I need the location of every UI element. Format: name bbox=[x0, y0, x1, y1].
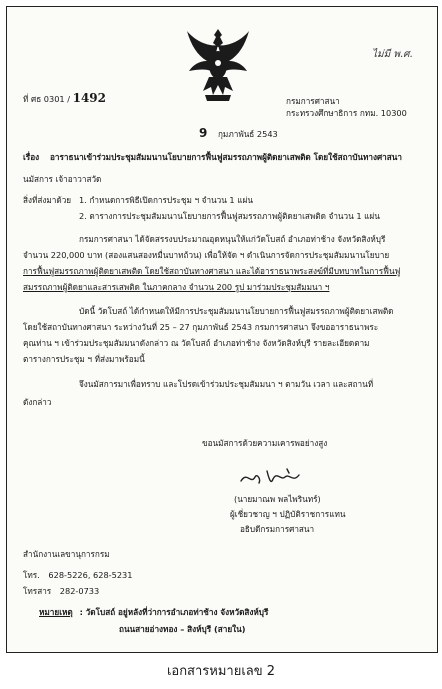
doc-prefix: ที่ ศธ 0301 / bbox=[23, 94, 70, 104]
doc-reference bbox=[23, 93, 106, 104]
letter-date bbox=[199, 128, 278, 139]
fax bbox=[23, 586, 99, 596]
remark-text-1: : วัดโบสถ์ อยู่หลังที่ว่าการอำเภอท่าช้าง จังหวัดสิงห์บุรี bbox=[79, 607, 269, 617]
enclosure-label: สิ่งที่ส่งมาด้วย bbox=[23, 195, 72, 205]
closing: ขอนมัสการด้วยความเคารพอย่างสูง bbox=[202, 438, 328, 448]
remark-text-2: ถนนสายอ่างทอง – สิงห์บุรี (สายใน) bbox=[119, 624, 246, 634]
letter-document bbox=[6, 6, 438, 653]
handwritten-note: ไม่มี พ.ศ. bbox=[372, 49, 413, 60]
caption: เอกสารหมายเลข 2 bbox=[166, 664, 276, 679]
signer-title-1: ผู้เชี่ยวชาญ ฯ ปฏิบัติราชการแทน bbox=[230, 509, 346, 519]
telephone bbox=[23, 570, 132, 580]
para2-line1: บัดนี้ วัดโบสถ์ ได้กำหนดให้มีการประชุมสัมมนานโยบายการฟื้นฟูสมรรถภาพผู้ติดยาเสพติด bbox=[79, 306, 394, 316]
remark-label: หมายเหตุ bbox=[39, 607, 73, 617]
para3-line2: ดังกล่าว bbox=[23, 397, 52, 407]
sender-line1: กรมการศาสนา bbox=[286, 96, 340, 106]
signer-title-2: อธิบดีกรมการศาสนา bbox=[240, 524, 315, 534]
office-name: สำนักงานเลขานุการกรม bbox=[23, 549, 110, 559]
signer-name: (นายมาณพ พลไพรินทร์) bbox=[234, 494, 321, 504]
enclosure-item-1: 1. กำหนดการพิธีเปิดการประชุม ฯ จำนวน 1 แผ่น bbox=[79, 195, 253, 205]
fax-number: 282-0733 bbox=[59, 586, 100, 596]
para1-line2: จำนวน 220,000 บาท (สองแสนสองหมื่นบาทถ้วน) เพื่อให้จัด ฯ ดำเนินการจัดการประชุมสัมมนานโยบาย bbox=[23, 250, 390, 260]
subject-line bbox=[23, 152, 402, 162]
date-day: 9 bbox=[199, 126, 208, 140]
enclosure-item-2: 2. ตารางการประชุมสัมมนานโยบายการฟื้นฟูสมรรถภาพผู้ติดยาเสพติด จำนวน 1 แผ่น bbox=[79, 211, 380, 221]
para1-line4: สมรรถภาพผู้ติดยาและสารเสพติด ในภาคกลาง จำนวน 200 รูป มาร่วมประชุมสัมมนา ฯ bbox=[23, 282, 330, 292]
tel-number: 628-5226, 628-5231 bbox=[48, 570, 133, 580]
salutation: นมัสการ เจ้าอาวาสวัด bbox=[23, 174, 102, 184]
para3-line1: จึงนมัสการมาเพื่อทราบ และโปรดเข้าร่วมประชุมสัมมนา ฯ ตามวัน เวลา และสถานที่ bbox=[79, 379, 374, 389]
subject-label: เรื่อง bbox=[23, 152, 40, 162]
para2-line4: ตารางการประชุม ฯ ที่ส่งมาพร้อมนี้ bbox=[23, 354, 145, 364]
tel-label: โทร. bbox=[23, 570, 40, 580]
garuda-emblem bbox=[183, 25, 253, 105]
para1-line3: การฟื้นฟูสมรรถภาพผู้ติดยาเสพติด โดยใช้สถาบันทางศาสนา และได้อาราธนาพระสงฆ์ที่มีบทบาทในการฟื้นฟู bbox=[23, 266, 401, 276]
para1-line1: กรมการศาสนา ได้จัดสรรงบประมาณอุดหนุนให้แก่วัดโบสถ์ อำเภอท่าช้าง จังหวัดสิงห์บุรี bbox=[79, 234, 386, 244]
date-rest: กุมภาพันธ์ 2543 bbox=[217, 129, 278, 139]
para2-line3: คุณท่าน ฯ เข้าร่วมประชุมสัมมนาดังกล่าว ณ วัดโบสถ์ อำเภอท่าช้าง จังหวัดสิงห์บุรี รายละเอียดตาม bbox=[23, 338, 370, 348]
sender-line2: กระทรวงศึกษาธิการ กทม. 10300 bbox=[286, 108, 407, 118]
subject-text: อาราธนาเข้าร่วมประชุมสัมมนานโยบายการฟื้นฟูสมรรถภาพผู้ติดยาเสพติด โดยใช้สถาบันทางศาสนา bbox=[49, 152, 402, 162]
signature bbox=[237, 465, 312, 489]
fax-label: โทรสาร bbox=[23, 586, 52, 596]
doc-number: 1492 bbox=[72, 91, 107, 105]
remark-line1 bbox=[39, 607, 268, 617]
para2-line2: โดยใช้สถาบันทางศาสนา ระหว่างวันที่ 25 – 27 กุมภาพันธ์ 2543 กรมการศาสนา จึงขออาราธนาพระ bbox=[23, 322, 379, 332]
